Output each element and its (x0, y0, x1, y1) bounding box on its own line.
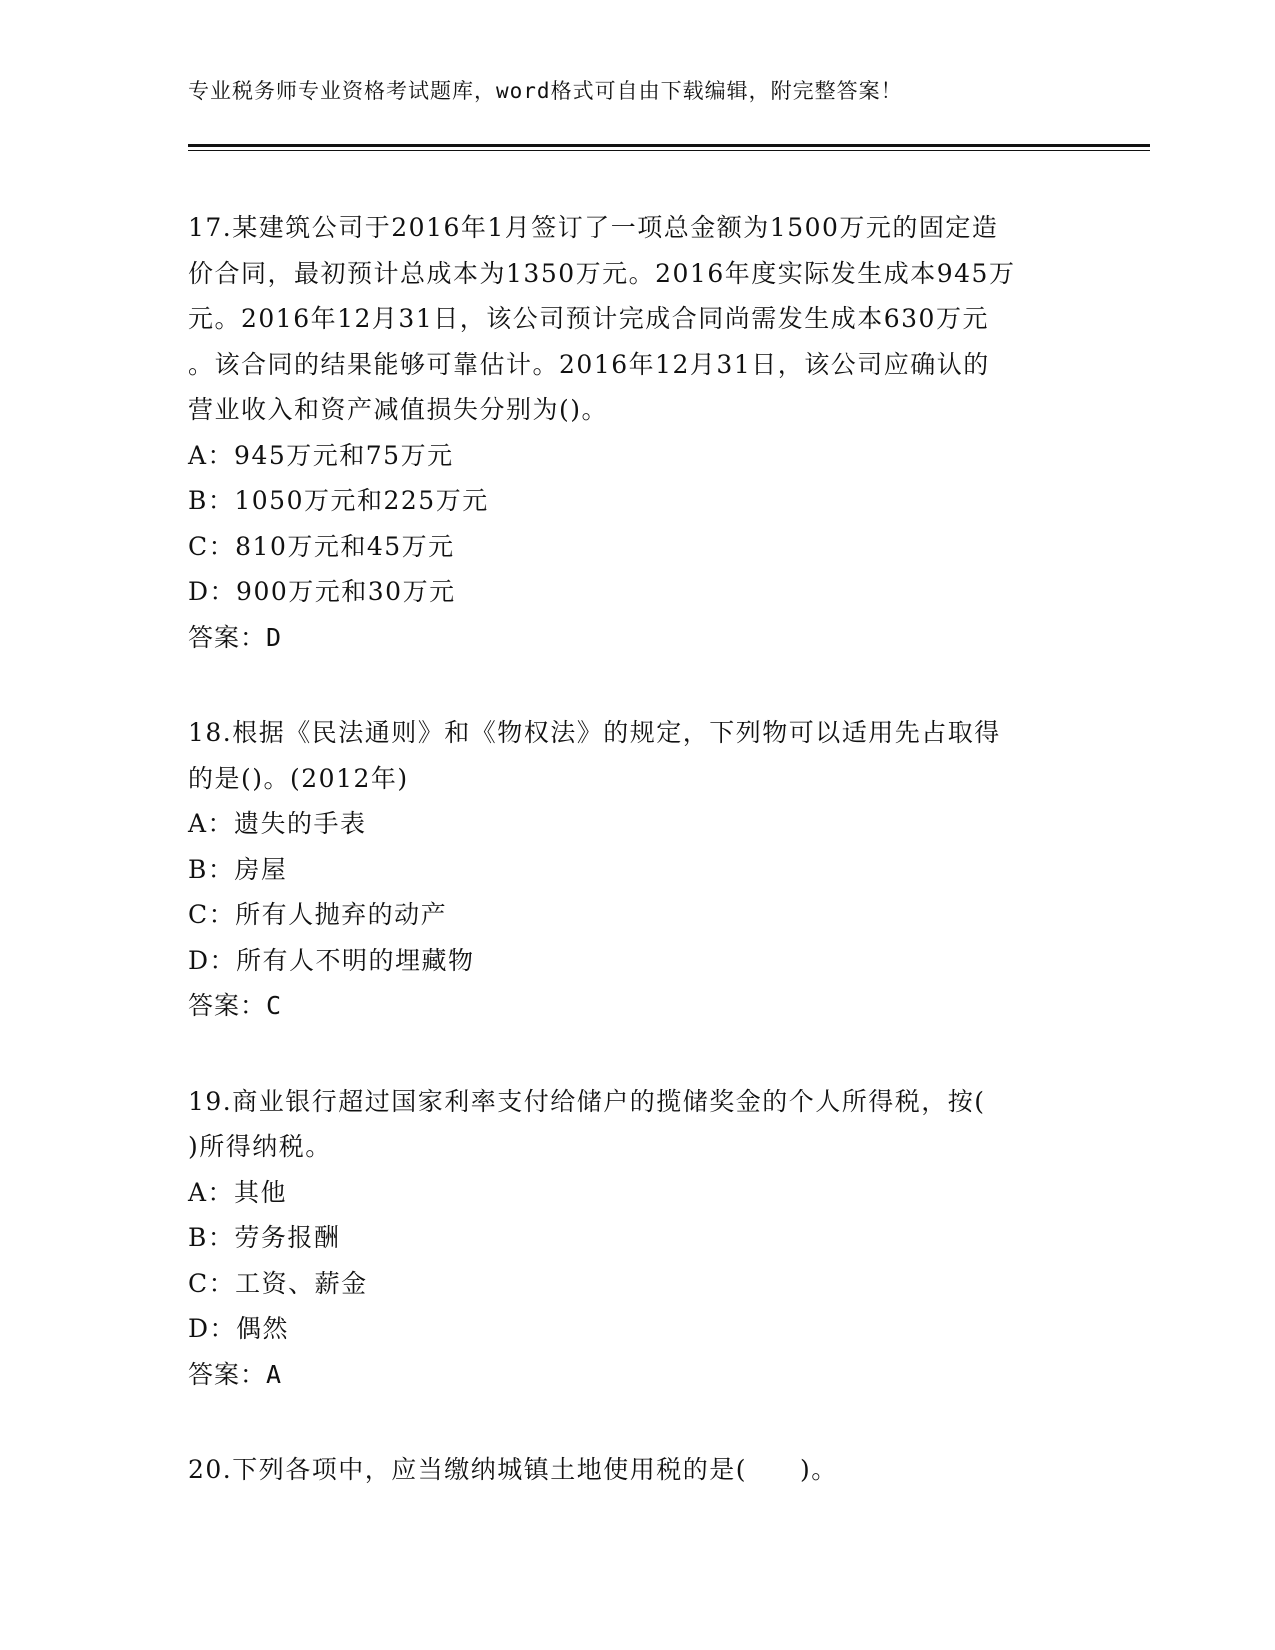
option-d: D：所有人不明的埋藏物 (188, 945, 475, 975)
question-17 (188, 205, 1078, 660)
answer-line: 答案：A (188, 1359, 283, 1389)
question-stem-line: 价合同，最初预计总成本为1350万元。2016年度实际发生成本945万 (188, 258, 1016, 288)
question-stem-line: 营业收入和资产减值损失分别为()。 (188, 395, 609, 424)
header-rule-thin (188, 150, 1150, 151)
option-b: B：房屋 (188, 854, 288, 884)
question-list (188, 205, 1078, 1493)
option-d: D：900万元和30万元 (188, 577, 456, 606)
question-stem-line: 20.下列各项中，应当缴纳城镇土地使用税的是( )。 (188, 1455, 838, 1484)
question-19 (188, 1079, 1078, 1398)
question-stem-line: 18.根据《民法通则》和《物权法》的规定，下列物可以适用先占取得 (188, 718, 1001, 747)
answer-line: 答案：D (188, 622, 283, 652)
question-20 (188, 1447, 1078, 1493)
option-a: A：945万元和75万元 (188, 440, 454, 470)
question-stem-line: 。该合同的结果能够可靠估计。2016年12月31日，该公司应确认的 (188, 349, 990, 379)
option-a: A：其他 (188, 1177, 288, 1207)
question-18 (188, 710, 1078, 1029)
header-rule-thick (188, 144, 1150, 147)
page-header: 专业税务师专业资格考试题库，word格式可自由下载编辑，附完整答案！ (188, 79, 903, 103)
question-stem-line: 的是()。(2012年) (188, 763, 409, 793)
option-c: C：810万元和45万元 (188, 531, 455, 561)
question-stem-line: )所得纳税。 (188, 1132, 332, 1161)
option-b: B：劳务报酬 (188, 1223, 341, 1252)
option-b: B：1050万元和225万元 (188, 486, 489, 515)
question-stem-line: 元。2016年12月31日，该公司预计完成合同尚需发生成本630万元 (188, 304, 989, 333)
option-a: A：遗失的手表 (188, 809, 367, 838)
answer-line: 答案：C (188, 991, 283, 1020)
question-stem-line: 17.某建筑公司于2016年1月签订了一项总金额为1500万元的固定造 (188, 213, 999, 242)
option-d: D：偶然 (188, 1314, 290, 1343)
question-stem-line: 19.商业银行超过国家利率支付给储户的揽储奖金的个人所得税，按( (188, 1086, 986, 1116)
option-c: C：工资、薪金 (188, 1268, 368, 1298)
option-c: C：所有人抛弃的动产 (188, 900, 448, 929)
